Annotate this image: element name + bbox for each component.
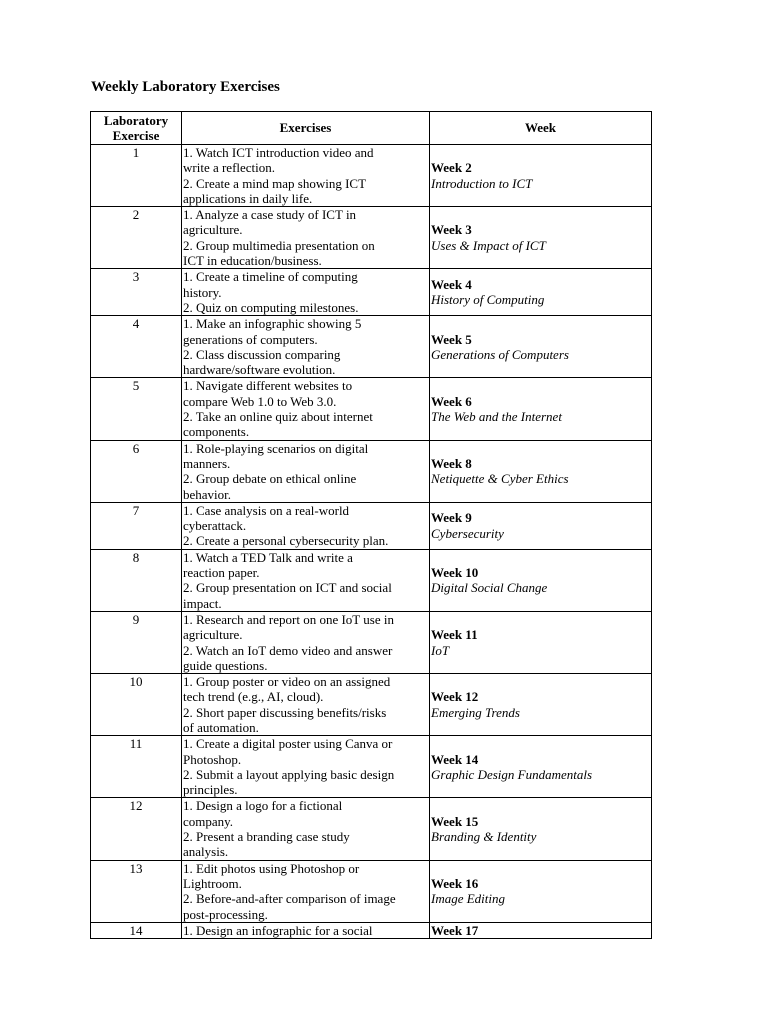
exercise-description — [182, 736, 430, 798]
week-topic: IoT — [431, 642, 450, 658]
exercise-line: 1. Make an infographic showing 5 — [183, 316, 362, 332]
header-lab-exercise: Laboratory Exercise — [91, 112, 182, 145]
week-topic: Graphic Design Fundamentals — [431, 766, 593, 782]
week-label: Week 8 — [431, 455, 472, 471]
exercise-line: agriculture. — [183, 222, 243, 238]
exercise-line: 2. Quiz on computing milestones. — [183, 299, 359, 315]
table-row — [91, 316, 652, 378]
exercise-description — [182, 674, 430, 736]
exercise-line: 1. Create a digital poster using Canva or — [183, 736, 393, 752]
exercise-line: agriculture. — [183, 627, 243, 643]
table-row — [91, 269, 652, 316]
table-row — [91, 860, 652, 922]
exercise-line: 1. Edit photos using Photoshop or — [183, 860, 360, 876]
exercise-line: 2. Before-and-after comparison of image — [183, 891, 396, 907]
exercise-line: 1. Navigate different websites to — [183, 378, 353, 394]
week-topic: Cybersecurity — [431, 525, 504, 541]
exercise-number: 7 — [91, 502, 182, 549]
table-row — [91, 145, 652, 207]
week-cell — [430, 860, 652, 922]
exercise-line: of automation. — [183, 719, 259, 735]
week-topic: History of Computing — [431, 292, 545, 308]
week-topic: Uses & Impact of ICT — [431, 237, 546, 253]
exercise-line: 2. Take an online quiz about internet — [183, 409, 373, 425]
table-header-row — [91, 112, 652, 145]
week-label: Week 10 — [431, 565, 479, 581]
week-cell — [430, 736, 652, 798]
week-label: Week 5 — [431, 331, 472, 347]
week-topic: Image Editing — [431, 891, 506, 907]
exercise-line: 2. Short paper discussing benefits/risks — [183, 704, 387, 720]
exercise-description — [182, 378, 430, 440]
week-topic: Netiquette & Cyber Ethics — [431, 471, 569, 487]
exercise-description — [182, 611, 430, 673]
exercise-line: 1. Case analysis on a real-world — [183, 502, 350, 518]
exercise-line: behavior. — [183, 486, 232, 502]
week-label: Week 17 — [431, 922, 479, 938]
table-row — [91, 736, 652, 798]
page-title: Weekly Laboratory Exercises — [91, 79, 280, 95]
exercise-line: generations of computers. — [183, 331, 318, 347]
exercise-description — [182, 860, 430, 922]
exercise-description — [182, 269, 430, 316]
week-cell — [430, 378, 652, 440]
exercise-number: 10 — [91, 674, 182, 736]
exercise-description — [182, 549, 430, 611]
exercise-number: 1 — [91, 145, 182, 207]
header-week: Week — [430, 112, 652, 145]
week-label: Week 6 — [431, 393, 472, 409]
week-label: Week 15 — [431, 813, 479, 829]
week-cell — [430, 502, 652, 549]
week-label: Week 12 — [431, 689, 479, 705]
table-row — [91, 207, 652, 269]
exercise-number: 13 — [91, 860, 182, 922]
exercise-description — [182, 502, 430, 549]
week-topic: The Web and the Internet — [431, 409, 562, 425]
week-label: Week 2 — [431, 160, 472, 176]
week-topic: Branding & Identity — [431, 829, 537, 845]
week-cell — [430, 674, 652, 736]
exercise-line: 2. Group presentation on ICT and social — [183, 580, 392, 596]
exercise-number: 6 — [91, 440, 182, 502]
exercise-line: write a reflection. — [183, 160, 276, 176]
exercise-description — [182, 440, 430, 502]
exercise-line: 1. Watch a TED Talk and write a — [183, 549, 353, 565]
exercise-line: post-processing. — [183, 906, 268, 922]
exercise-number: 14 — [91, 922, 182, 938]
exercise-line: 1. Design an infographic for a social — [183, 922, 373, 938]
exercise-number: 8 — [91, 549, 182, 611]
exercise-line: company. — [183, 813, 234, 829]
week-topic: Emerging Trends — [431, 704, 520, 720]
exercise-number: 5 — [91, 378, 182, 440]
table-row — [91, 798, 652, 860]
exercise-line: components. — [183, 424, 250, 440]
week-label: Week 3 — [431, 222, 472, 238]
exercise-line: compare Web 1.0 to Web 3.0. — [183, 393, 337, 409]
table-row — [91, 502, 652, 549]
lab-exercises-table — [90, 111, 652, 939]
exercise-line: impact. — [183, 595, 222, 611]
week-cell — [430, 316, 652, 378]
exercise-line: 2. Class discussion comparing — [183, 346, 341, 362]
week-cell — [430, 145, 652, 207]
exercise-line: 1. Research and report on one IoT use in — [183, 611, 394, 627]
exercise-number: 9 — [91, 611, 182, 673]
exercise-description — [182, 798, 430, 860]
exercise-line: 1. Create a timeline of computing — [183, 269, 358, 285]
exercise-line: 2. Create a personal cybersecurity plan. — [183, 533, 389, 549]
exercise-number: 12 — [91, 798, 182, 860]
week-label: Week 4 — [431, 277, 472, 293]
week-label: Week 9 — [431, 510, 472, 526]
table-row — [91, 549, 652, 611]
week-topic: Digital Social Change — [431, 580, 548, 596]
exercise-line: ICT in education/business. — [183, 253, 322, 269]
exercise-line: 1. Role-playing scenarios on digital — [183, 440, 369, 456]
exercise-number: 11 — [91, 736, 182, 798]
exercise-line: 2. Submit a layout applying basic design — [183, 766, 395, 782]
exercise-line: applications in daily life. — [183, 190, 313, 206]
exercise-number: 4 — [91, 316, 182, 378]
exercise-line: Photoshop. — [183, 751, 242, 767]
exercise-line: 2. Group debate on ethical online — [183, 471, 357, 487]
exercise-line: history. — [183, 284, 222, 300]
exercise-line: manners. — [183, 455, 231, 471]
table-body — [91, 145, 652, 939]
table-row — [91, 440, 652, 502]
week-cell — [430, 549, 652, 611]
exercise-line: 1. Group poster or video on an assigned — [183, 674, 391, 690]
week-label: Week 11 — [431, 627, 478, 643]
exercise-line: tech trend (e.g., AI, cloud). — [183, 689, 324, 705]
exercise-line: 1. Design a logo for a fictional — [183, 798, 343, 814]
exercise-line: analysis. — [183, 844, 229, 860]
exercise-description — [182, 316, 430, 378]
exercise-description — [182, 207, 430, 269]
exercise-line: 1. Analyze a case study of ICT in — [183, 207, 357, 223]
exercise-line: guide questions. — [183, 657, 268, 673]
week-cell — [430, 207, 652, 269]
exercise-description — [182, 145, 430, 207]
header-exercises: Exercises — [182, 112, 430, 145]
week-label: Week 14 — [431, 751, 479, 767]
week-label: Week 16 — [431, 875, 479, 891]
exercise-line: cyberattack. — [183, 518, 247, 534]
table-row — [91, 611, 652, 673]
week-cell — [430, 611, 652, 673]
table-row — [91, 674, 652, 736]
table-row — [91, 378, 652, 440]
week-topic: Generations of Computers — [431, 346, 569, 362]
exercise-description — [182, 922, 430, 938]
exercise-line: Lightroom. — [183, 875, 242, 891]
exercise-number: 3 — [91, 269, 182, 316]
week-cell — [430, 269, 652, 316]
week-cell — [430, 798, 652, 860]
exercise-number: 2 — [91, 207, 182, 269]
week-topic: Introduction to ICT — [431, 175, 533, 191]
exercise-line: 1. Watch ICT introduction video and — [183, 145, 374, 160]
exercise-line: 2. Watch an IoT demo video and answer — [183, 642, 393, 658]
week-cell — [430, 922, 652, 938]
exercise-line: principles. — [183, 782, 238, 798]
exercise-line: 2. Present a branding case study — [183, 829, 350, 845]
exercise-line: 2. Create a mind map showing ICT — [183, 175, 367, 191]
exercise-line: reaction paper. — [183, 565, 260, 581]
exercise-line: 2. Group multimedia presentation on — [183, 237, 375, 253]
exercise-line: hardware/software evolution. — [183, 362, 336, 378]
week-cell — [430, 440, 652, 502]
table-row — [91, 922, 652, 938]
